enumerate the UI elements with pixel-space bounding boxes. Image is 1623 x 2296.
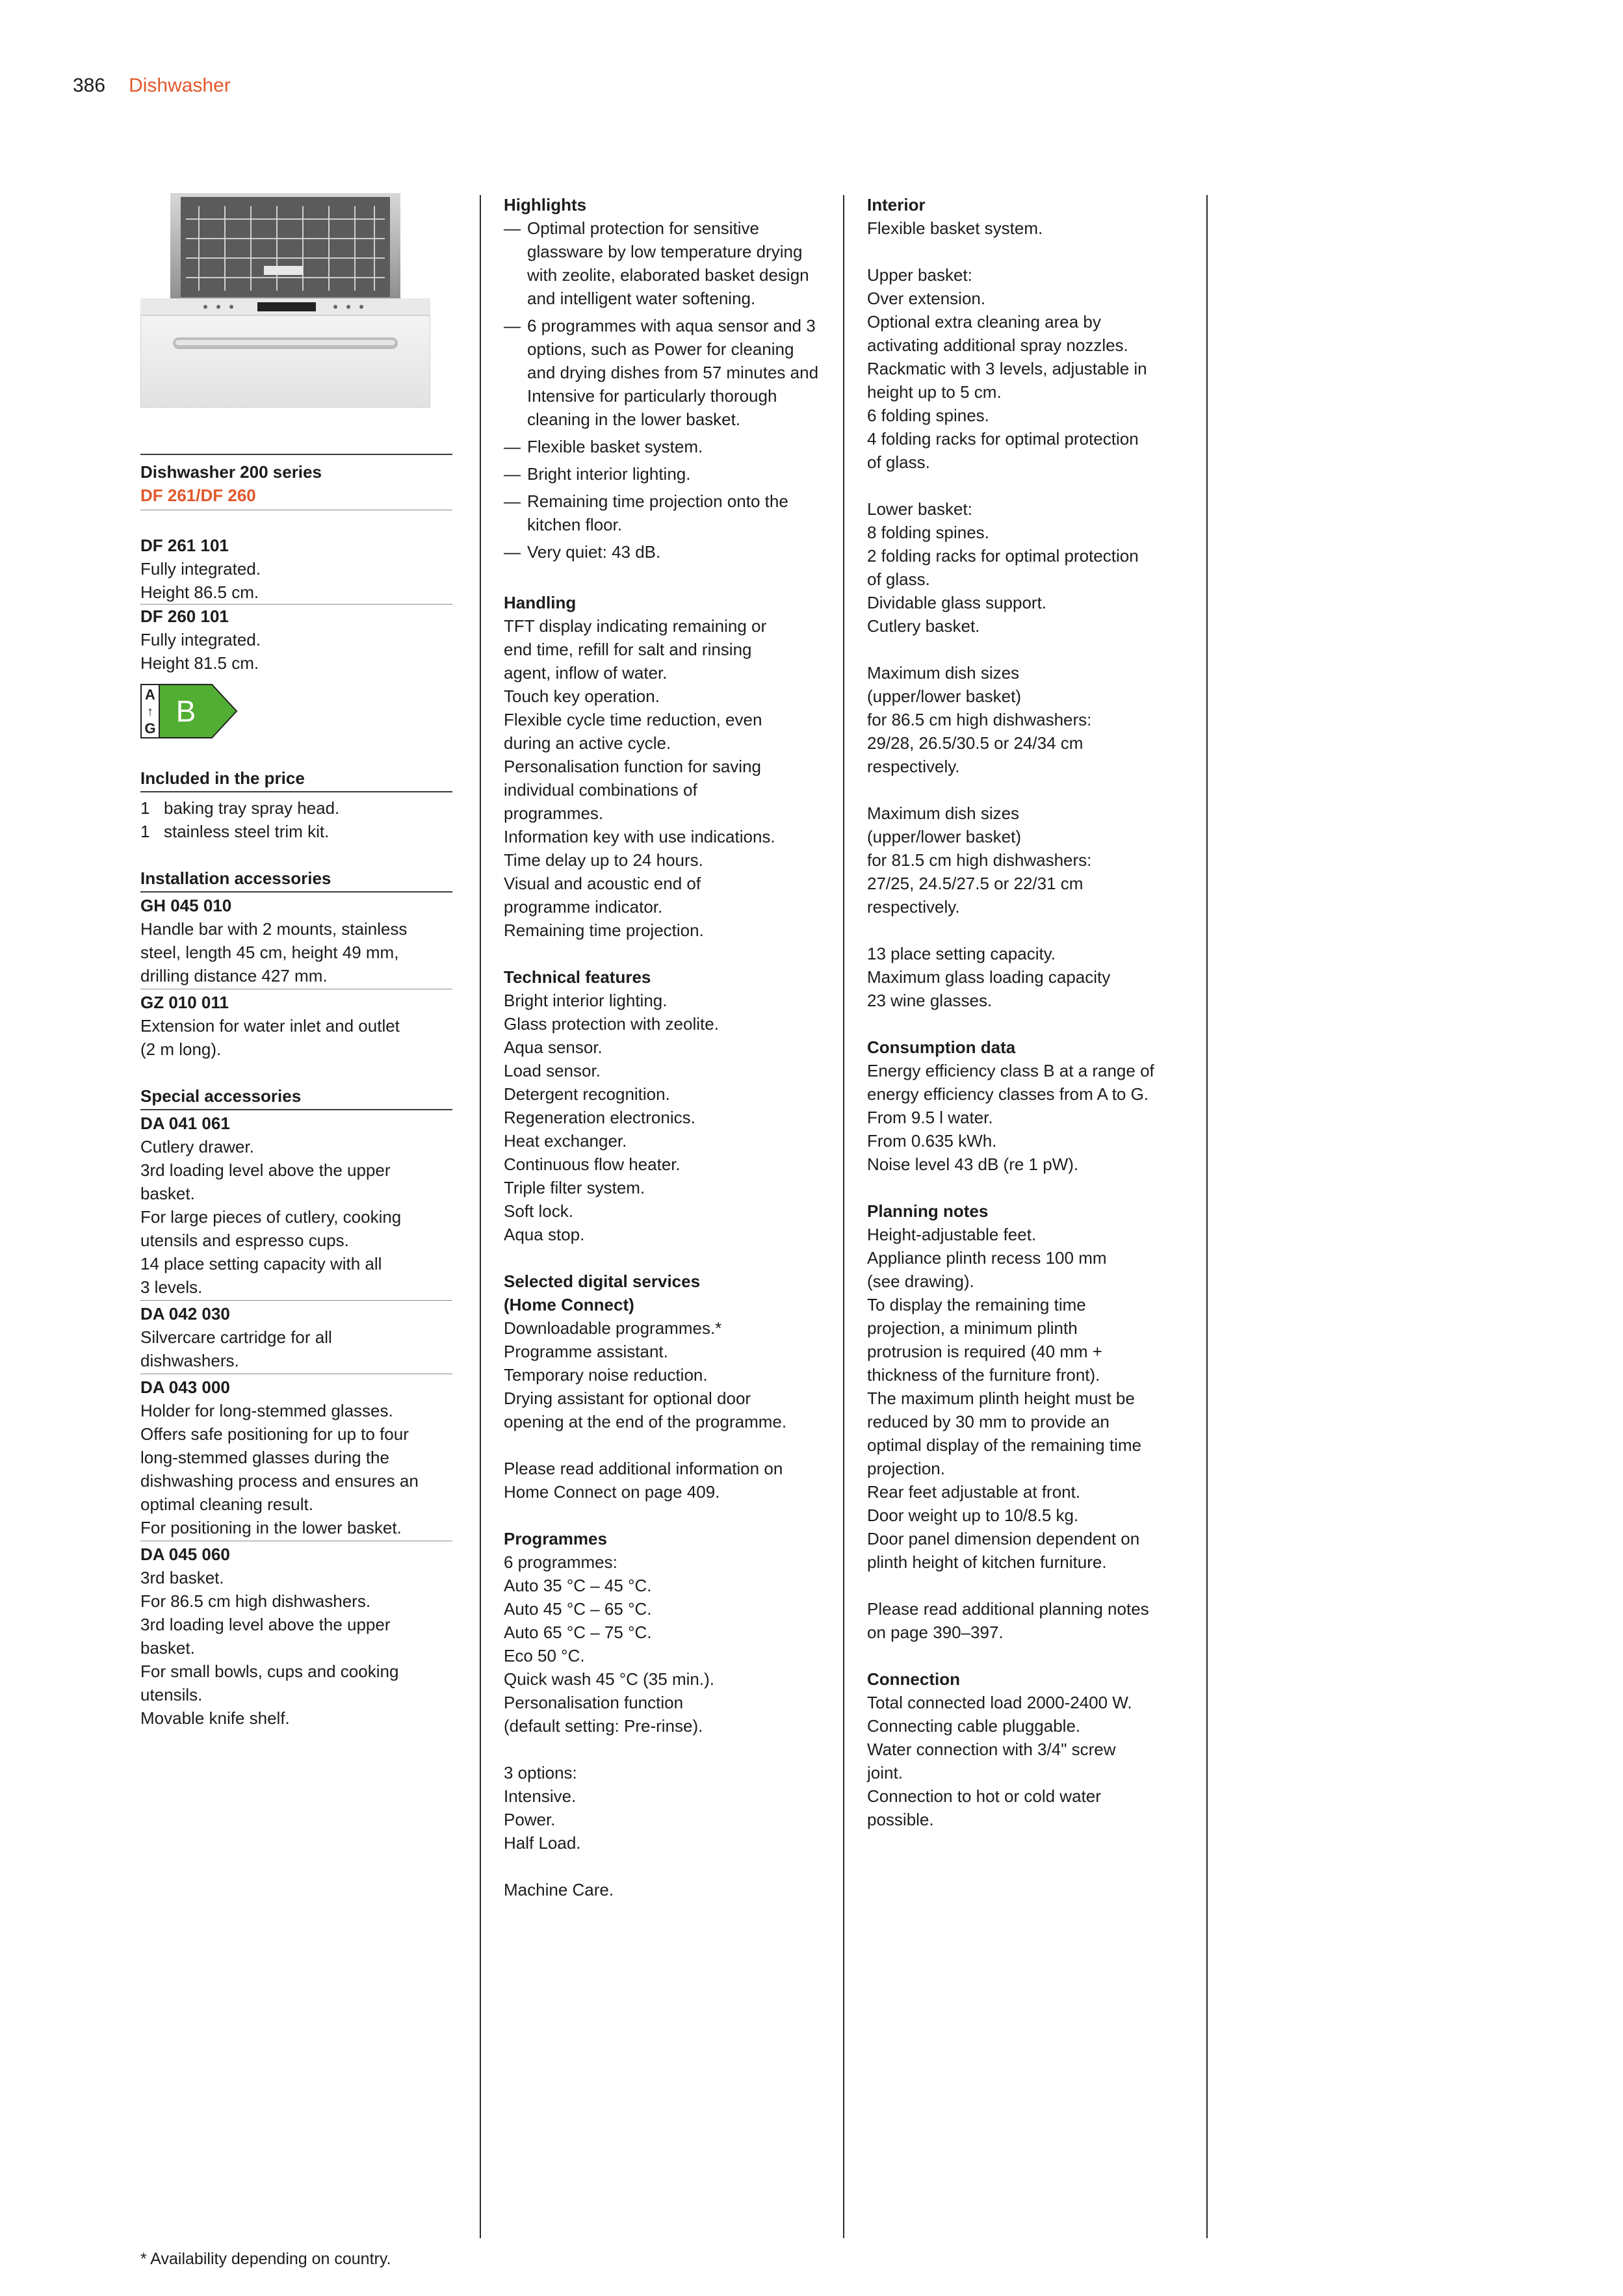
- consumption-list: Energy efficiency class B at a range of energy efficiency classes from A to G. From 9.5 l water. From 0.635 kWh. Noise level 43 dB (re 1 pW).: [867, 1061, 1154, 1174]
- options-list: 3 options: Intensive. Power. Half Load.: [504, 1763, 581, 1853]
- accessory-code: GH 045 010: [140, 896, 232, 915]
- connection-title: Connection: [867, 1669, 960, 1689]
- column-middle: [504, 193, 822, 1901]
- installation-title: Installation accessories: [140, 868, 331, 888]
- dish-sizes-815: Maximum dish sizes (upper/lower basket) for 81.5 cm high dishwashers: 27/25, 24.5/27.5 or 22/31 cm respectively.: [867, 803, 1092, 917]
- connection-list: Total connected load 2000-2400 W. Connecting cable pluggable. Water connection with 3/4" screw joint. Connection to hot or cold water possible.: [867, 1693, 1132, 1829]
- upper-basket: Upper basket: Over extension. Optional extra cleaning area by activating additional spray nozzles. Rackmatic with 3 levels, adjustable in height up to 5 cm. 6 folding spines. 4 folding racks for optimal protection of glass.: [867, 265, 1147, 472]
- model-df260: [140, 605, 452, 675]
- highlight-item: — Flexible basket system.: [504, 437, 703, 456]
- digital-title: Selected digital services: [504, 1272, 701, 1291]
- page-header: [73, 73, 231, 99]
- series-title: Dishwasher 200 series: [140, 462, 322, 482]
- highlight-item: — 6 programmes with aqua sensor and 3 options, such as Power for cleaning and drying dishes from 57 minutes and Intensive for particularly thorough cleaning in the lower basket.: [504, 316, 819, 429]
- technical-list: Bright interior lighting. Glass protection with zeolite. Aqua sensor. Load sensor. Detergent recognition. Regeneration electronics. Heat exchanger. Continuous flow heater. Triple filter system. Soft lock. Aqua stop.: [504, 991, 719, 1244]
- accessory-code: GZ 010 011: [140, 993, 229, 1012]
- energy-scale-bottom: G: [144, 720, 156, 737]
- column-divider: [843, 195, 844, 2238]
- footnote: * Availability depending on country.: [140, 2250, 391, 2268]
- digital-note: Please read additional information on Home Connect on page 409.: [504, 1459, 783, 1502]
- highlight-item: — Optimal protection for sensitive glassware by low temperature drying with zeolite, elaborated basket design and intelligent water softening.: [504, 218, 809, 308]
- highlight-item: — Bright interior lighting.: [504, 464, 691, 484]
- included-title: Included in the price: [140, 768, 305, 788]
- lower-basket: Lower basket: 8 folding spines. 2 folding racks for optimal protection of glass. Dividable glass support. Cutlery basket.: [867, 499, 1139, 636]
- digital-subtitle: (Home Connect): [504, 1295, 634, 1314]
- capacity: 13 place setting capacity. Maximum glass loading capacity 23 wine glasses.: [867, 944, 1111, 1010]
- model-text: Fully integrated.: [140, 559, 261, 579]
- model-text: Height 86.5 cm.: [140, 582, 259, 602]
- interior-intro: Flexible basket system.: [867, 218, 1043, 238]
- highlight-item: — Very quiet: 43 dB.: [504, 542, 661, 562]
- column-right: [867, 193, 1186, 1831]
- included-item: 1 baking tray spray head.: [140, 798, 340, 818]
- consumption-title: Consumption data: [867, 1037, 1016, 1057]
- special-title: Special accessories: [140, 1086, 302, 1106]
- interior-title: Interior: [867, 195, 926, 215]
- model-df261: [140, 534, 452, 604]
- accessory-code: DA 042 030: [140, 1304, 230, 1324]
- column-divider: [480, 195, 481, 2238]
- digital-list: Downloadable programmes.* Programme assistant. Temporary noise reduction. Drying assistant for optional door opening at the end of the programme.: [504, 1318, 787, 1431]
- programmes-title: Programmes: [504, 1529, 607, 1548]
- planning-list: Height-adjustable feet. Appliance plinth recess 100 mm (see drawing). To display the remaining time projection, a minimum plinth protrusion is required (40 mm + thickness of the furniture front). The maximum plinth height must be reduced by 30 mm to provide an optimal display of the remaining time projection. Rear feet adjustable at front. Door weight up to 10/8.5 kg. Door panel dimension dependent on plinth height of kitchen furniture.: [867, 1225, 1141, 1572]
- accessory-da042030: DA 042 030 Silvercare cartridge for all dishwashers.: [140, 1302, 452, 1372]
- dishwasher-product-image: [140, 193, 430, 408]
- energy-class: B: [175, 694, 196, 728]
- energy-scale-top: A: [145, 686, 155, 703]
- dish-sizes-865: Maximum dish sizes (upper/lower basket) for 86.5 cm high dishwashers: 29/28, 26.5/30.5 or 24/34 cm respectively.: [867, 663, 1092, 776]
- accessory-da043000: DA 043 000 Holder for long-stemmed glasses. Offers safe positioning for up to four long-stemmed glasses during the dishwashing process and ensures an optimal cleaning result. For positioning in the lower basket.: [140, 1376, 452, 1539]
- accessory-da041061: DA 041 061 Cutlery drawer. 3rd loading level above the upper basket. For large pieces of cutlery, cooking utensils and espresso cups. 14 place setting capacity with all 3 levels.: [140, 1112, 452, 1299]
- model-code: DF 261 101: [140, 536, 229, 555]
- page-number: 386: [73, 75, 106, 96]
- highlight-item: — Remaining time projection onto the kitchen floor.: [504, 491, 788, 534]
- accessory-code: DA 043 000: [140, 1377, 230, 1397]
- planning-note: Please read additional planning notes on page 390–397.: [867, 1599, 1149, 1642]
- accessory-code: DA 041 061: [140, 1114, 230, 1133]
- energy-scale-arrow: ↑: [147, 705, 153, 719]
- accessory-gh045010: GH 045 010 Handle bar with 2 mounts, stainless steel, length 45 cm, height 49 mm, drilling distance 427 mm.: [140, 894, 452, 987]
- planning-title: Planning notes: [867, 1201, 989, 1221]
- energy-label-icon: [140, 684, 238, 738]
- included-item: 1 stainless steel trim kit.: [140, 822, 330, 841]
- model-text: Fully integrated.: [140, 630, 261, 649]
- series-models: DF 261/DF 260: [140, 486, 256, 505]
- accessory-code: DA 045 060: [140, 1545, 230, 1564]
- accessory-gz010011: GZ 010 011 Extension for water inlet and outlet (2 m long).: [140, 991, 452, 1061]
- section-title: Dishwasher: [129, 75, 231, 96]
- model-text: Height 81.5 cm.: [140, 653, 259, 673]
- model-code: DF 260 101: [140, 607, 229, 626]
- column-divider: [1206, 195, 1208, 2238]
- machine-care: Machine Care.: [504, 1880, 614, 1899]
- handling-title: Handling: [504, 593, 577, 612]
- highlights-title: Highlights: [504, 195, 587, 215]
- column-left: [140, 193, 452, 1730]
- accessory-da045060: DA 045 060 3rd basket. For 86.5 cm high dishwashers. 3rd loading level above the upper basket. For small bowls, cups and cooking utensils. Movable knife shelf.: [140, 1543, 452, 1730]
- handling-list: TFT display indicating remaining or end time, refill for salt and rinsing agent, inflow of water. Touch key operation. Flexible cycle time reduction, even during an active cycle. Personalisation function for saving individual combinations of programmes. Information key with use indications. Time delay up to 24 hours. Visual and acoustic end of programme indicator. Remaining time projection.: [504, 616, 775, 940]
- programmes-list: 6 programmes: Auto 35 °C – 45 °C. Auto 45 °C – 65 °C. Auto 65 °C – 75 °C. Eco 50 °C. Quick wash 45 °C (35 min.). Personalisation function (default setting: Pre-rinse).: [504, 1552, 714, 1736]
- technical-title: Technical features: [504, 967, 651, 987]
